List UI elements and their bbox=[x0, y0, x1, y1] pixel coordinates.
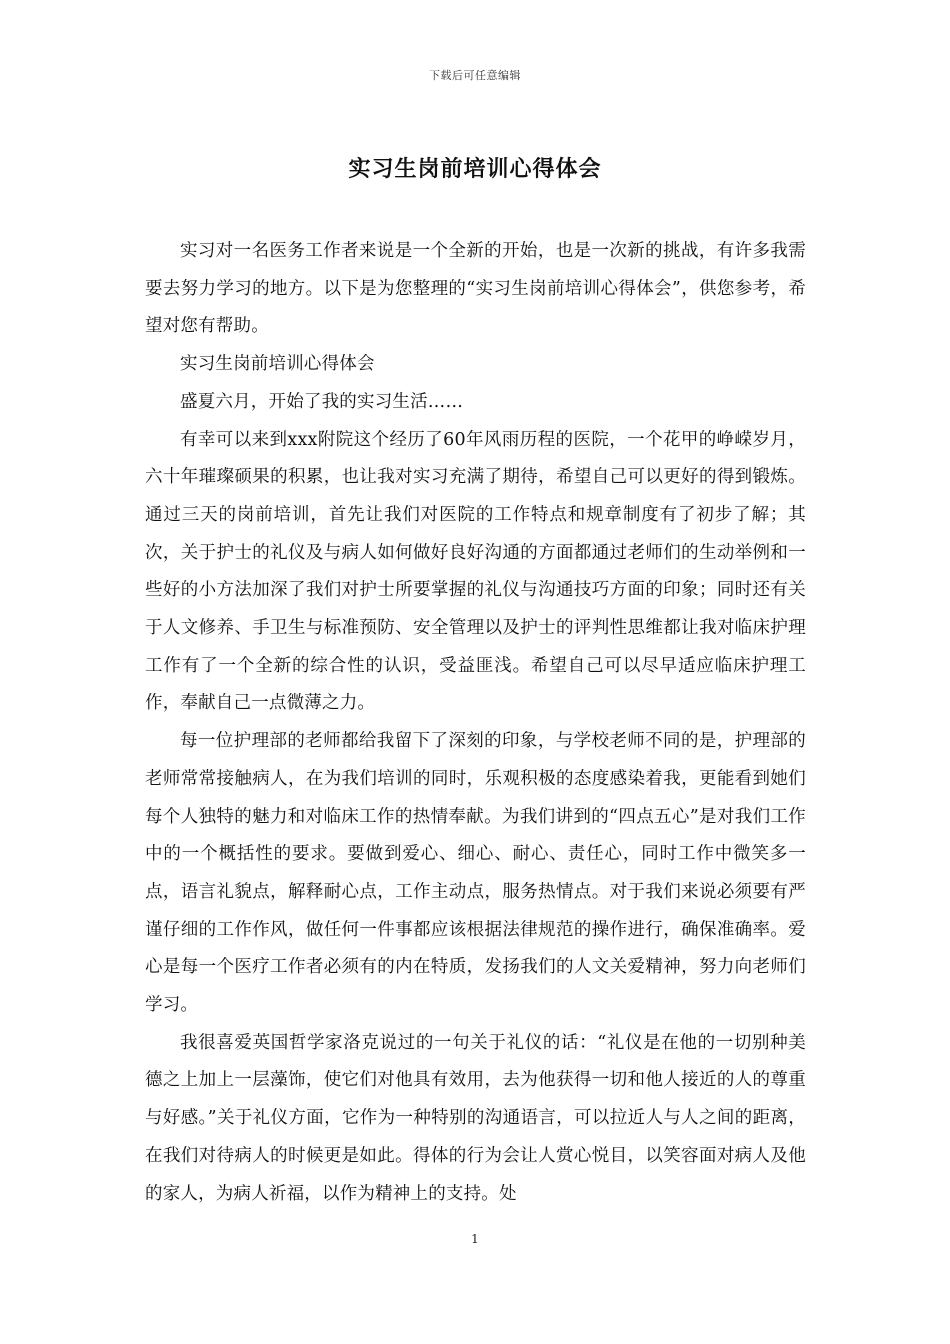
paragraph-hospital: 有幸可以来到xxx附院这个经历了60年风雨历程的医院，一个花甲的峥嵘岁月，六十年璀璨硕果的积累，也让我对实习充满了期待，希望自己可以更好的得到锻炼。通过三天的岗前培训，首先让我们对医院的工作特点和规章制度有了初步了解；其次，关于护士的礼仪及与病人如何做好良好沟通的方面都通过老师们的生动举例和一些好的小方法加深了我们对护士所要掌握的礼仪与沟通技巧方面的印象；同时还有关于人文修养、手卫生与标准预防、安全管理以及护士的评判性思维都让我对临床护理工作有了一个全新的综合性的认识，受益匪浅。希望自己可以尽早适应临床护理工作，奉献自己一点微薄之力。 bbox=[145, 429, 806, 714]
page-header: 下载后可任意编辑 bbox=[429, 69, 521, 82]
paragraph-etiquette: 我很喜爱英国哲学家洛克说过的一句关于礼仪的话：“礼仪是在他的一切别种美德之上加上一层藻饰，使它们对他具有效用，去为他获得一切和他人接近的人的尊重与好感。”关于礼仪方面，它作为一种特别的沟通语言，可以拉近人与人之间的距离，在我们对待病人的时候更是如此。得体的行为会让人赏心悦目，以笑容面对病人及他的家人，为病人祈福，以作为精神上的支持。处 bbox=[145, 1032, 806, 1204]
paragraph-teachers: 每一位护理部的老师都给我留下了深刻的印象，与学校老师不同的是，护理部的老师常常接触病人，在为我们培训的同时，乐观积极的态度感染着我，更能看到她们每个人独特的魅力和对临床工作的热情奉献。为我们讲到的“四点五心”是对我们工作中的一个概括性的要求。要做到爱心、细心、耐心、责任心，同时工作中微笑多一点，语言礼貌点，解释耐心点，工作主动点，服务热情点。对于我们来说必须要有严谨仔细的工作作风，做任何一件事都应该根据法律规范的操作进行，确保准确率。爱心是每一个医疗工作者必须有的内在特质，发扬我们的人文关爱精神，努力向老师们学习。 bbox=[145, 731, 806, 1016]
paragraph-intro: 实习对一名医务工作者来说是一个全新的开始，也是一次新的挑战，有许多我需要去努力学习的地方。以下是为您整理的“实习生岗前培训心得体会”，供您参考，希望对您有帮助。 bbox=[145, 241, 806, 337]
paragraph-subtitle: 实习生岗前培训心得体会 bbox=[180, 354, 375, 375]
document-title: 实习生岗前培训心得体会 bbox=[348, 156, 602, 182]
paragraph-opening: 盛夏六月，开始了我的实习生活…… bbox=[180, 391, 464, 412]
document-body bbox=[145, 233, 806, 1213]
page-number: 1 bbox=[471, 1232, 479, 1246]
